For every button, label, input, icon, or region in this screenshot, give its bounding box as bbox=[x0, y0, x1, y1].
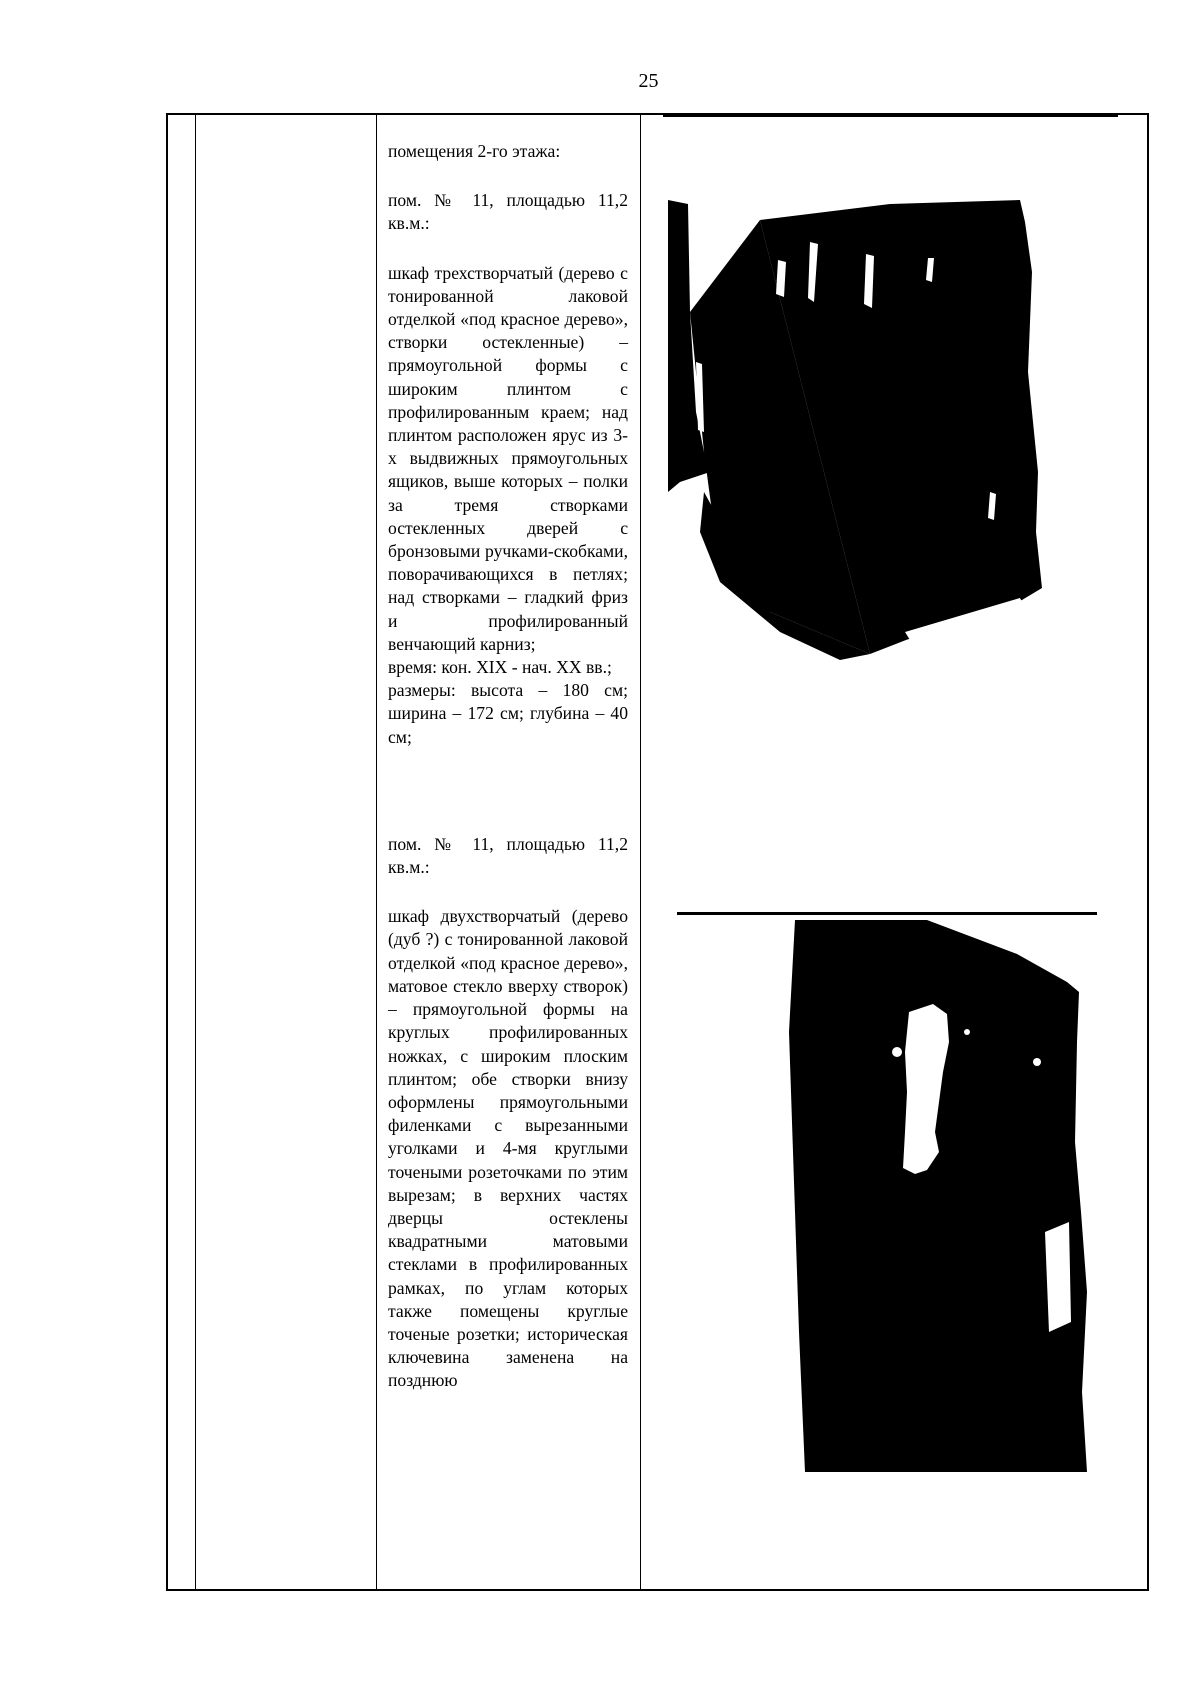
item-description: шкаф двухстворчатый (дерево (дуб ?) с тонированной лаковой отделкой «под красное дерево», матовое стекло вверху створок) – прямоугольной формы на круглых профилированных ножках, с широким плоским плинтом; обе створки внизу оформлены прямоугольными филенками с вырезанными уголками и 4-мя круглыми точеными розеточками по этим вырезам; в верхних частях дверцы остеклены квадратными матовыми стеклами в профилированных рамках, по углам которых также помещены круглые точеные розетки; историческая ключевина заменена на позднюю bbox=[388, 906, 628, 1391]
room-label: пом. № 11, площадью 11,2 кв.м.: bbox=[388, 190, 628, 234]
cabinet-photo-1 bbox=[660, 112, 1120, 712]
cabinet-photo-2 bbox=[677, 912, 1117, 1482]
column-divider-1 bbox=[195, 113, 196, 1591]
column-divider-3 bbox=[640, 113, 641, 1591]
section-heading: помещения 2-го этажа: bbox=[388, 141, 561, 161]
room-label: пом. № 11, площадью 11,2 кв.м.: bbox=[388, 833, 628, 878]
column-divider-2 bbox=[376, 113, 377, 1591]
item-description: шкаф трехстворчатый (дерево с тонированной лаковой отделкой «под красное дерево», створки остекленные) – прямоугольной формы с широким плинтом с профилированным краем; над плинтом расположен ярус из 3-х выдвижных прямоугольных ящиков, выше которых – полки за тремя створками остекленных дверей с бронзовыми ручками-скобками, поворачивающихся в петлях; над створками – гладкий фриз и профилированный венчающий карниз; bbox=[388, 262, 628, 654]
description-column bbox=[388, 140, 628, 1393]
item-date: время: кон. XIX - нач. XX вв.; bbox=[388, 657, 612, 678]
page-number: 25 bbox=[638, 70, 659, 92]
item-dimensions: размеры: высота – 180 см; ширина – 172 см; глубина – 40 см; bbox=[388, 680, 628, 747]
